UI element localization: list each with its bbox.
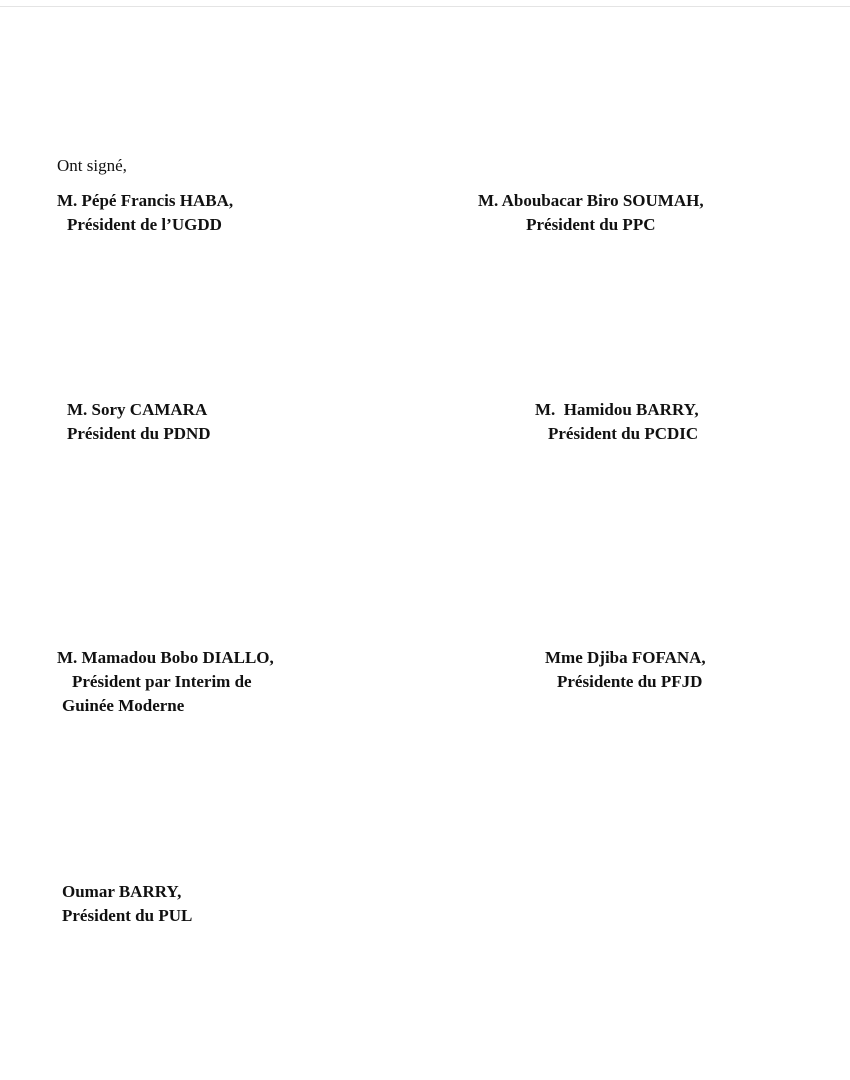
signatory-name: Oumar BARRY, (62, 882, 182, 901)
signatory-title-continued: Guinée Moderne (62, 696, 185, 715)
signatory-title: Présidente du PFJD (557, 672, 703, 691)
signatory-block (67, 398, 211, 446)
signatory-name: M. Pépé Francis HABA, (57, 191, 234, 210)
signatory-block (535, 398, 699, 446)
signatory-title: Président par Interim de (72, 672, 252, 691)
signatory-block (57, 646, 274, 718)
signatory-block (62, 880, 192, 928)
signatory-block (57, 189, 233, 237)
signatory-name: Mme Djiba FOFANA, (545, 648, 706, 667)
signatory-name: M. Sory CAMARA (67, 400, 208, 419)
signatory-title: Président de l’UGDD (67, 215, 222, 234)
signatory-title: Président du PCDIC (548, 424, 699, 443)
signatory-name: M. Hamidou BARRY, (535, 400, 699, 419)
signed-intro: Ont signé, (57, 156, 127, 175)
signatory-title: Président du PDND (67, 424, 211, 443)
page-top-edge (0, 6, 850, 7)
signatory-block (478, 189, 704, 237)
signatory-title: Président du PUL (62, 906, 193, 925)
signatory-title: Président du PPC (526, 215, 656, 234)
signatory-block (545, 646, 706, 694)
signatory-name: M. Mamadou Bobo DIALLO, (57, 648, 274, 667)
signatory-name: M. Aboubacar Biro SOUMAH, (478, 191, 704, 210)
